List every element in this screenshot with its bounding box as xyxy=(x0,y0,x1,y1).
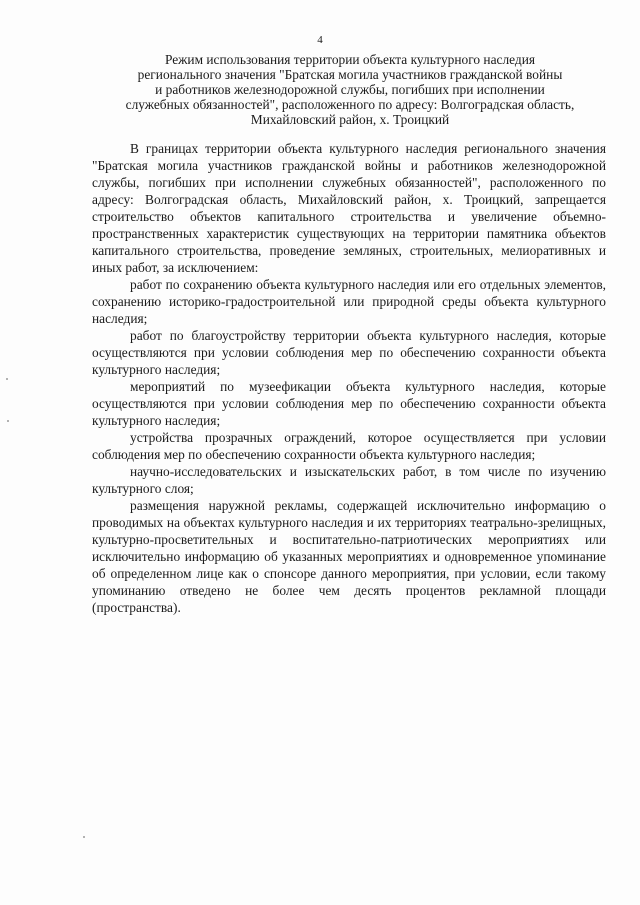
intro-paragraph: В границах территории объекта культурного наследия регионального значения "Братская могила участников гражданской войны и работников железнодорожной службы, погибших при исполнении служебных обязанностей", расположенного по адресу: Волгоградская область, Михайловский район, х. Троицкий, запрещается строительство объектов капитального строительства и увеличение объемно-пространственных характеристик существующих на территории памятника объектов капитального строительства, проведение земляных, строительных, мелиоративных и иных работ, за исключением: xyxy=(92,141,606,275)
list-item: устройства прозрачных ограждений, которое осуществляется при условии соблюдения мер по обеспечению сохранности объекта культурного наследия; xyxy=(92,430,606,462)
scan-speck xyxy=(83,836,85,838)
page-number: 4 xyxy=(317,34,323,46)
scan-speck xyxy=(6,378,8,380)
title-line: регионального значения "Братская могила участников гражданской войны xyxy=(137,67,563,82)
list-item: мероприятий по музеефикации объекта культурного наследия, которые осуществляются при условии соблюдения мер по обеспечению сохранности объекта культурного наследия; xyxy=(92,379,606,428)
exceptions-list xyxy=(92,276,606,616)
list-item: размещения наружной рекламы, содержащей исключительно информацию о проводимых на объектах культурного наследия и их территориях театрально-зрелищных, культурно-просветительных и воспитательно-патриотических мероприятиях или исключительно информацию об указанных мероприятиях и одновременное упоминание об определенном лице как о спонсоре данного мероприятия, при условии, если такому упоминанию отведено не более чем десять процентов рекламной площади (пространства). xyxy=(92,498,606,615)
list-item: научно-исследовательских и изыскательских работ, в том числе по изучению культурного слоя; xyxy=(92,464,606,496)
title-line: служебных обязанностей", расположенного по адресу: Волгоградская область, xyxy=(125,97,575,112)
scan-speck xyxy=(7,420,9,422)
document-title xyxy=(95,52,605,127)
list-item: работ по благоустройству территории объекта культурного наследия, которые осуществляются при условии соблюдения мер по обеспечению сохранности объекта культурного наследия; xyxy=(92,328,606,377)
title-line: Режим использования территории объекта культурного наследия xyxy=(164,52,536,67)
document-body xyxy=(92,140,606,616)
title-line: и работников железнодорожной службы, погибших при исполнении xyxy=(155,82,545,97)
list-item: работ по сохранению объекта культурного наследия или его отдельных элементов, сохранению историко-градостроительной или природной среды объекта культурного наследия; xyxy=(92,277,606,326)
title-line: Михайловский район, х. Троицкий xyxy=(250,112,450,127)
